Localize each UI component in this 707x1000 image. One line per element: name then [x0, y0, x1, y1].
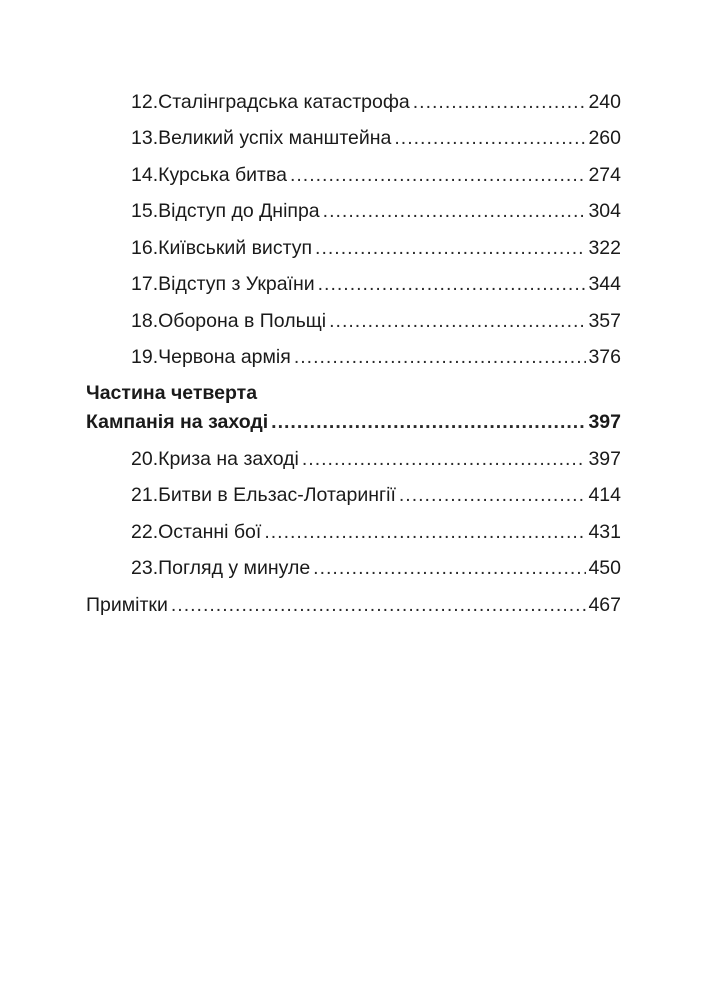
dot-leader	[394, 126, 586, 150]
toc-entry[interactable]	[131, 272, 621, 296]
toc-entry[interactable]	[131, 483, 621, 507]
toc-entry-page: 450	[588, 557, 621, 579]
toc-entry-page: 274	[588, 164, 621, 186]
toc-part-title: Кампанія на заході	[86, 411, 269, 433]
toc-entry[interactable]	[131, 90, 621, 114]
toc-entry-page: 322	[588, 237, 621, 259]
dot-leader	[290, 163, 586, 187]
dot-leader	[313, 556, 586, 580]
toc-entry-title: 17.Відступ з України	[131, 273, 315, 295]
toc-entry-page: 376	[588, 346, 621, 368]
toc-entry-title: 21.Битви в Ельзас-Лотарингії	[131, 484, 396, 506]
dot-leader	[271, 410, 586, 434]
toc-entry[interactable]	[131, 345, 621, 369]
toc-entry-page: 240	[588, 91, 621, 113]
dot-leader	[294, 345, 587, 369]
part-heading: Частина четверта	[86, 382, 258, 404]
toc-entry[interactable]	[131, 520, 621, 544]
toc-entry[interactable]	[131, 309, 621, 333]
toc-entry-page: 304	[588, 200, 621, 222]
toc-notes-title: Примітки	[86, 594, 168, 616]
toc-entry-title: 16.Київський виступ	[131, 237, 313, 259]
toc-entry[interactable]	[131, 556, 621, 580]
toc-entry-title: 12.Сталінградська катастрофа	[131, 91, 410, 113]
toc-part-entry[interactable]	[86, 410, 621, 434]
toc-entry-page: 397	[588, 448, 621, 470]
toc-entry-page: 357	[588, 310, 621, 332]
toc-entry-page: 414	[588, 484, 621, 506]
toc-notes-entry[interactable]	[86, 593, 621, 617]
toc-entry[interactable]	[131, 236, 621, 260]
toc-entry-title: 23.Погляд у минуле	[131, 557, 311, 579]
toc-entry[interactable]	[131, 199, 621, 223]
toc-entry-title: 19.Червона армія	[131, 346, 291, 368]
dot-leader	[329, 309, 586, 333]
toc-part-page: 397	[588, 411, 621, 433]
toc-entry[interactable]	[131, 126, 621, 150]
toc-entry[interactable]	[131, 163, 621, 187]
toc-entry-page: 344	[588, 273, 621, 295]
toc-entry-title: 13.Великий успіх манштейна	[131, 127, 392, 149]
toc-entry-page: 431	[588, 521, 621, 543]
toc-entry-title: 15.Відступ до Дніпра	[131, 200, 320, 222]
toc-entry-title: 18.Оборона в Польщі	[131, 310, 327, 332]
toc-entry[interactable]	[131, 447, 621, 471]
dot-leader	[264, 520, 586, 544]
dot-leader	[315, 236, 586, 260]
dot-leader	[318, 272, 587, 296]
dot-leader	[302, 447, 587, 471]
toc-entry-page: 260	[588, 127, 621, 149]
toc-entry-title: 20.Криза на заході	[131, 448, 299, 470]
dot-leader	[323, 199, 587, 223]
dot-leader	[399, 483, 587, 507]
dot-leader	[413, 90, 587, 114]
toc-entry-title: 14.Курська битва	[131, 164, 287, 186]
toc-notes-page: 467	[588, 594, 621, 616]
dot-leader	[171, 593, 587, 617]
toc-entry-title: 22.Останні бої	[131, 521, 262, 543]
